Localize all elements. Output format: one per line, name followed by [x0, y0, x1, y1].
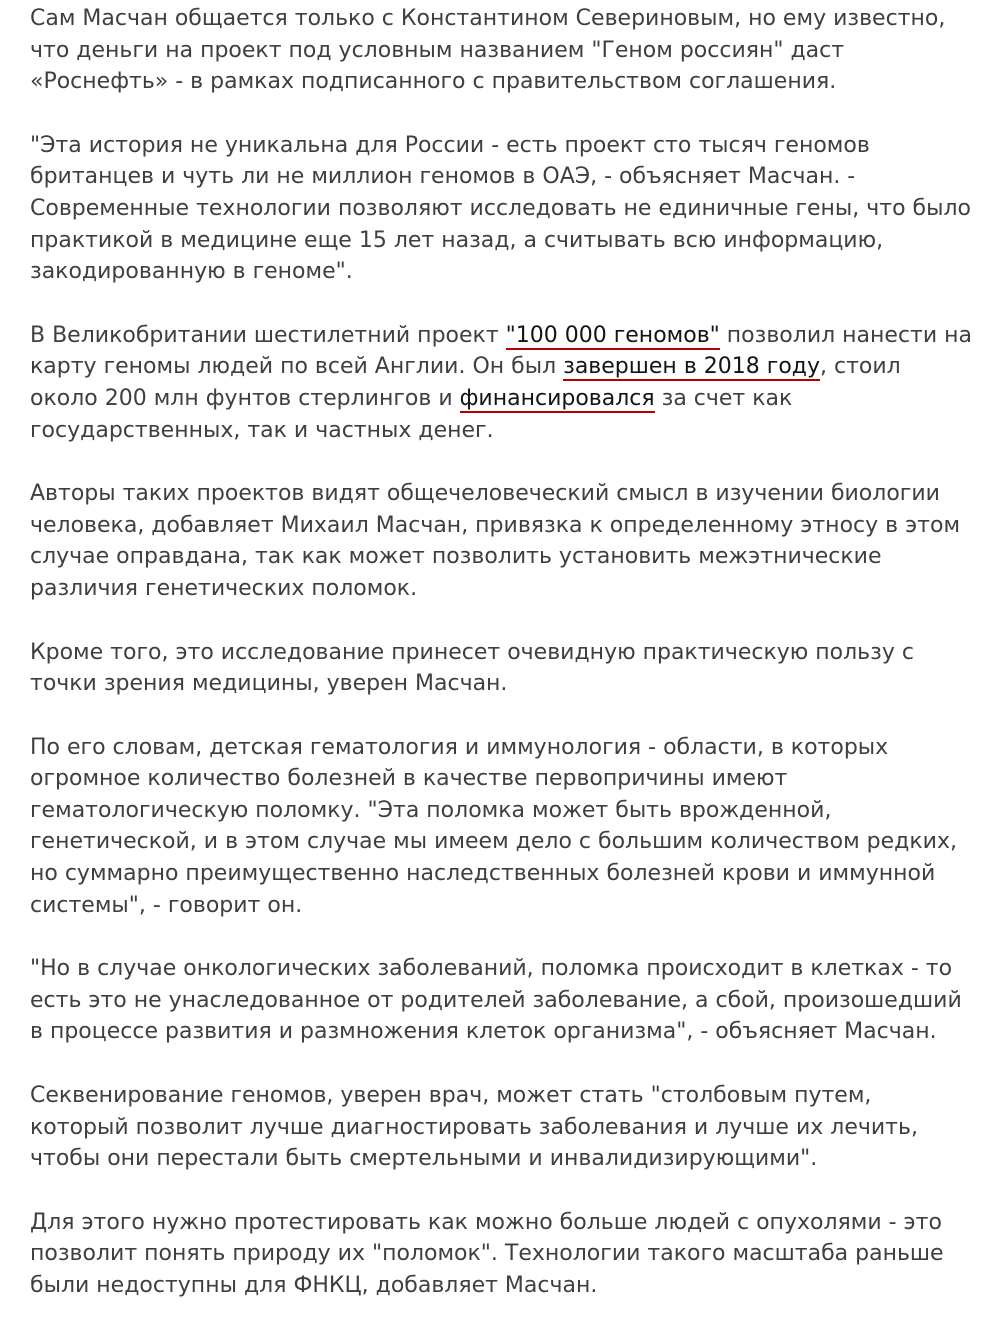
paragraph: "Но в случае онкологических заболеваний, поломка происходит в клетках - то есть это не унаследованное от родителей заболевание, а сбой, произошедший в процессе развития и размножения клеток организма", - объясняет Масчан. — [30, 956, 962, 1045]
paragraph: "Эта история не уникальна для России - есть проект сто тысяч геномов британцев и чуть ли не миллион геномов в ОАЭ, - объясняет Масчан. - Современные технологии позволяют исследовать не единичные гены, что было практикой в медицине еще 15 лет назад, а считывать всю информацию, закодированную в геноме". — [30, 132, 972, 285]
paragraph: Секвенирование геномов, уверен врач, может стать "столбовым путем, который позволит лучше диагностировать заболевания и лучше их лечить, чтобы они перестали быть смертельными и инвалидизирующими". — [30, 1083, 918, 1172]
link-financed[interactable]: финансировался — [459, 385, 655, 411]
article-body — [30, 0, 975, 1334]
paragraph-text: за счет как государственных, так и частных денег. — [30, 385, 793, 443]
paragraph: По его словам, детская гематология и иммунология - области, в которых огромное количество болезней в качестве первопричины имеют гематологическую поломку. "Эта поломка может быть врожденной, генетической, и в этом случае мы имеем дело с большим количеством редких, но суммарно преимущественно наследственных болезней крови и иммунной системы", - говорит он. — [30, 734, 957, 918]
paragraph: Сам Масчан общается только с Константином Севериновым, но ему известно, что деньги на проект под условным названием "Геном россиян" даст «Роснефть» - в рамках подписанного с правительством соглашения. — [30, 6, 946, 95]
paragraph: Кроме того, это исследование принесет очевидную практическую пользу с точки зрения медицины, уверен Масчан. — [30, 639, 914, 697]
paragraph: Авторы таких проектов видят общечеловеческий смысл в изучении биологии человека, добавляет Михаил Масчан, привязка к определенному этносу в этом случае оправдана, так как может позволить установить межэтнические различия генетических поломок. — [30, 481, 961, 601]
link-100000-genomes[interactable]: "100 000 геномов" — [505, 322, 720, 348]
paragraph-with-links — [30, 320, 975, 446]
paragraph: Для этого нужно протестировать как можно больше людей с опухолями - это позволит понять природу их "поломок". Технологии такого масштаба раньше были недоступны для ФНКЦ, добавляет Масчан. — [30, 1209, 944, 1298]
link-completed-2018[interactable]: завершен в 2018 году — [563, 354, 821, 380]
paragraph-text: , стоил около 200 млн фунтов стерлингов и — [30, 354, 901, 411]
paragraph-text: В Великобритании шестилетний проект — [30, 322, 506, 348]
paragraph-text: позволил нанести на карту геномы людей по всей Англии. Он был — [30, 322, 973, 380]
